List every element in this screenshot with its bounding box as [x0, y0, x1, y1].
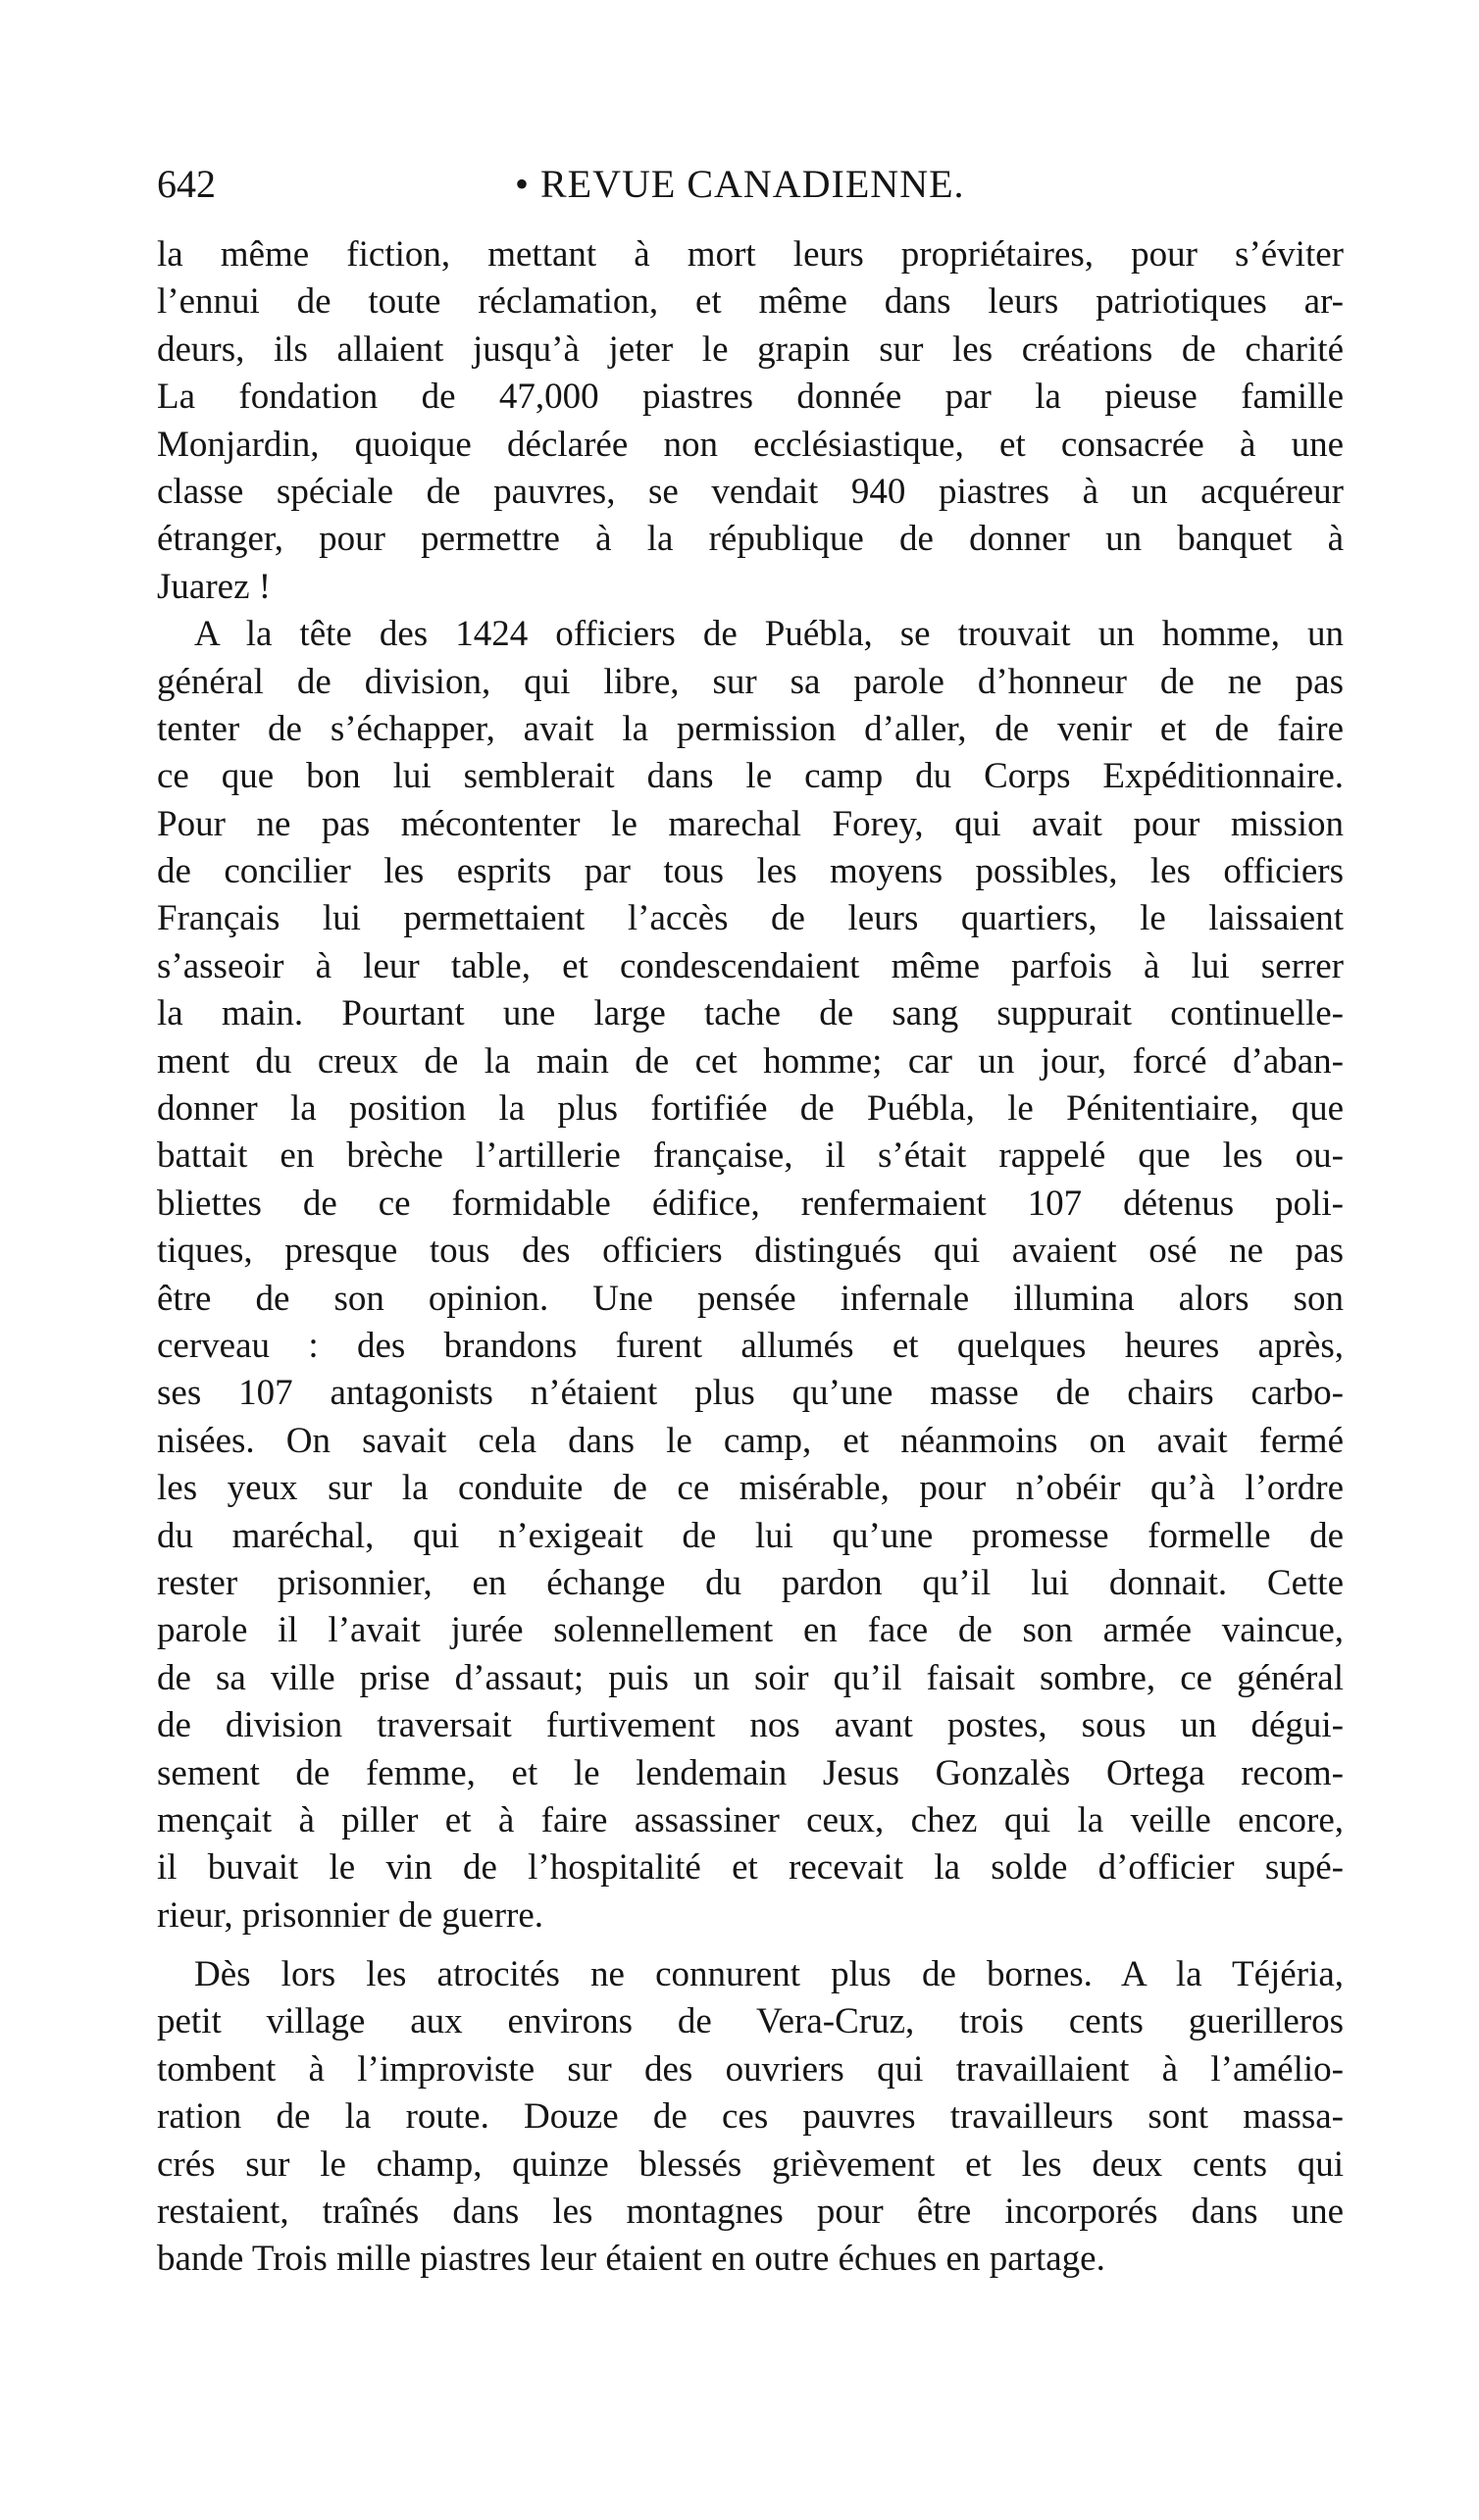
text-line: ce que bon lui semblerait dans le camp du Corps Expéditionnaire.	[157, 756, 1344, 797]
text-line: bliettes de ce formidable édifice, renfermaient 107 détenus poli-	[157, 1183, 1344, 1224]
page-number: 642	[157, 162, 216, 206]
text-line: tombent à l’improviste sur des ouvriers qui travaillaient à l’amélio-	[157, 2048, 1344, 2090]
text-line: de division traversait furtivement nos avant postes, sous un dégui-	[157, 1705, 1344, 1746]
text-line: tiques, presque tous des officiers distingués qui avaient osé ne pas	[157, 1231, 1344, 1272]
text-line: cerveau : des brandons furent allumés et quelques heures après,	[157, 1325, 1344, 1366]
text-line: ment du creux de la main de cet homme; car un jour, forcé d’aban-	[157, 1040, 1344, 1082]
paragraph	[157, 1951, 1344, 2284]
text-line: petit village aux environs de Vera-Cruz, trois cents guerilleros	[157, 2001, 1344, 2042]
text-line: sement de femme, et le lendemain Jesus Gonzalès Ortega recom-	[157, 1752, 1344, 1793]
text-line: La fondation de 47,000 piastres donnée par la pieuse famille	[157, 377, 1344, 418]
text-line: il buvait le vin de l’hospitalité et recevait la solde d’officier supé-	[157, 1847, 1344, 1889]
text-line: tenter de s’échapper, avait la permission d’aller, de venir et de faire	[157, 708, 1344, 749]
text-line: la même fiction, mettant à mort leurs propriétaires, pour s’éviter	[157, 234, 1344, 275]
text-line: de concilier les esprits par tous les moyens possibles, les officiers	[157, 851, 1344, 892]
text-line: A la tête des 1424 officiers de Puébla, se trouvait un homme, un	[194, 614, 1344, 655]
text-line: donner la position la plus fortifiée de Puébla, le Pénitentiaire, que	[157, 1088, 1344, 1130]
text-line: Dès lors les atrocités ne connurent plus de bornes. A la Téjéria,	[194, 1954, 1344, 1995]
text-line: général de division, qui libre, sur sa parole d’honneur de ne pas	[157, 661, 1344, 702]
text-line: restaient, traînés dans les montagnes pour être incorporés dans une	[157, 2192, 1344, 2233]
text-line: bande Trois mille piastres leur étaient en outre échues en partage.	[157, 2239, 1105, 2280]
page-header	[157, 155, 1344, 214]
text-line: battait en brèche l’artillerie française, il s’était rappelé que les ou-	[157, 1135, 1344, 1177]
text-line: ration de la route. Douze de ces pauvres travailleurs sont massa-	[157, 2096, 1344, 2138]
paragraph	[157, 231, 1344, 611]
body-text	[157, 231, 1344, 2284]
text-line: crés sur le champ, quinze blessés grièvement et les deux cents qui	[157, 2143, 1344, 2185]
text-line: s’asseoir à leur table, et condescendaient même parfois à lui serrer	[157, 945, 1344, 986]
text-line: ses 107 antagonists n’étaient plus qu’une masse de chairs carbo-	[157, 1373, 1344, 1414]
running-title: • REVUE CANADIENNE.	[515, 162, 965, 206]
text-line: Français lui permettaient l’accès de leurs quartiers, le laissaient	[157, 898, 1344, 939]
text-line: la main. Pourtant une large tache de sang suppurait continuelle-	[157, 993, 1344, 1034]
text-line: rester prisonnier, en échange du pardon qu’il lui donnait. Cette	[157, 1562, 1344, 1603]
text-line: parole il l’avait jurée solennellement en face de son armée vaincue,	[157, 1610, 1344, 1651]
paragraph	[157, 611, 1344, 1940]
text-line: nisées. On savait cela dans le camp, et néanmoins on avait fermé	[157, 1420, 1344, 1461]
text-line: être de son opinion. Une pensée infernale illumina alors son	[157, 1278, 1344, 1319]
text-line: du maréchal, qui n’exigeait de lui qu’une promesse formelle de	[157, 1515, 1344, 1556]
text-line: étranger, pour permettre à la république de donner un banquet à	[157, 519, 1344, 560]
text-line: Juarez !	[157, 566, 272, 607]
text-line: Monjardin, quoique déclarée non ecclésiastique, et consacrée à une	[157, 424, 1344, 465]
text-line: deurs, ils allaient jusqu’à jeter le grapin sur les créations de charité	[157, 328, 1344, 370]
text-line: Pour ne pas mécontenter le marechal Forey, qui avait pour mission	[157, 803, 1344, 844]
text-line: mençait à piller et à faire assassiner ceux, chez qui la veille encore,	[157, 1799, 1344, 1840]
text-line: l’ennui de toute réclamation, et même dans leurs patriotiques ar-	[157, 281, 1344, 323]
text-line: rieur, prisonnier de guerre.	[157, 1894, 544, 1936]
text-line: classe spéciale de pauvres, se vendait 940 piastres à un acquéreur	[157, 471, 1344, 512]
text-line: de sa ville prise d’assaut; puis un soir qu’il faisait sombre, ce général	[157, 1657, 1344, 1698]
paragraph-gap	[157, 1940, 1344, 1951]
text-line: les yeux sur la conduite de ce misérable, pour n’obéir qu’à l’ordre	[157, 1468, 1344, 1509]
